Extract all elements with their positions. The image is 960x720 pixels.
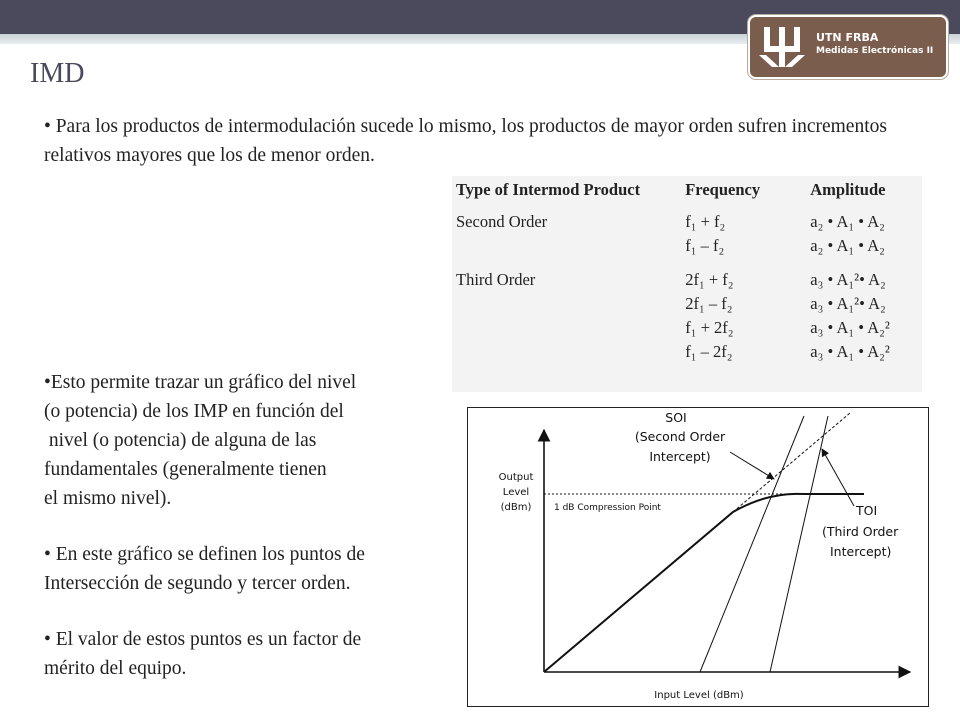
- column-header: Frequency: [685, 180, 761, 199]
- table-cell: f₁ + 2f₂: [685, 318, 734, 337]
- table-row: [452, 340, 922, 364]
- text-line: •Esto permite trazar un gráfico del nivel: [44, 372, 357, 393]
- toi-label: TOI: [856, 503, 878, 518]
- x-axis-label: Input Level (dBm): [654, 690, 744, 701]
- second-order-line: [700, 416, 804, 672]
- text-line: (o potencia) de los IMP en función del: [44, 401, 344, 422]
- table-cell: a₂ • A₁ • A₂: [810, 212, 885, 231]
- table-row: [452, 316, 922, 340]
- soi-label: SOI: [665, 410, 687, 425]
- y-axis-label: Level: [502, 487, 530, 498]
- utn-logo-icon: [756, 21, 808, 73]
- slide-title: IMD: [30, 58, 85, 89]
- toi-label: Intercept): [830, 544, 892, 559]
- explanation-paragraph: [44, 368, 464, 513]
- table-row: [452, 292, 922, 316]
- text-line: fundamentales (generalmente tienen: [44, 459, 327, 480]
- table-cell: f₁ + f₂: [685, 212, 726, 231]
- text-line: mérito del equipo.: [44, 658, 187, 679]
- intercept-diagram: [467, 407, 929, 707]
- table-row: [452, 210, 922, 234]
- table-cell: f₁ – f₂: [685, 236, 725, 255]
- y-axis-label: Output: [498, 472, 534, 483]
- compression-point-label: 1 dB Compression Point: [554, 503, 661, 513]
- intermod-table: [452, 176, 922, 364]
- utn-logo: [748, 15, 948, 79]
- intercept-paragraph: [44, 540, 464, 598]
- table-cell: [452, 292, 681, 316]
- toi-arrow: [822, 449, 854, 506]
- fundamental-curve: [544, 494, 864, 672]
- table-cell: [452, 234, 681, 258]
- table-cell: a₃ • A₁ • A₂²: [810, 318, 890, 337]
- table-cell: a₃ • A₁ • A₂²: [810, 342, 890, 361]
- soi-arrow: [730, 452, 774, 479]
- table-row: [452, 258, 922, 292]
- text-line: • En este gráfico se definen los puntos de: [44, 544, 365, 565]
- table-cell: a₂ • A₁ • A₂: [810, 236, 885, 255]
- table-cell: [452, 316, 681, 340]
- table-cell: [452, 340, 681, 364]
- fundamental-extrapolation: [733, 413, 850, 512]
- logo-subtitle: Medidas Electrónicas II: [816, 46, 934, 56]
- toi-label: (Third Order: [822, 524, 899, 539]
- table-row: [452, 234, 922, 258]
- table-cell: 2f₁ – f₂: [685, 294, 733, 313]
- table-header-row: [452, 176, 922, 210]
- text-line: • El valor de estos puntos es un factor de: [44, 629, 362, 650]
- column-header: Amplitude: [810, 180, 886, 199]
- intercept-diagram-svg: [468, 408, 928, 706]
- text-line: Intersección de segundo y tercer orden.: [44, 573, 351, 594]
- intermod-table-image: [452, 176, 922, 392]
- merit-paragraph: [44, 625, 464, 683]
- table-cell: a₃ • A₁²• A₂: [810, 294, 886, 313]
- y-axis-label: (dBm): [500, 502, 532, 513]
- logo-name: UTN FRBA: [816, 31, 879, 44]
- text-line: el mismo nivel).: [44, 488, 172, 509]
- explanation-text: [44, 368, 464, 683]
- third-order-line: [770, 416, 828, 672]
- text-line: nivel (o potencia) de alguna de las: [44, 430, 317, 451]
- table-cell: Second Order: [456, 212, 548, 231]
- table-cell: a₃ • A₁²• A₂: [810, 270, 886, 289]
- table-cell: f₁ – 2f₂: [685, 342, 733, 361]
- table-cell: 2f₁ + f₂: [685, 270, 734, 289]
- soi-label: Intercept): [649, 449, 711, 464]
- table-cell: Third Order: [456, 270, 536, 289]
- column-header: Type of Intermod Product: [456, 180, 641, 199]
- soi-label: (Second Order: [634, 429, 726, 444]
- intro-bullet: • Para los productos de intermodulación sucede lo mismo, los productos de mayor orden sufren incrementos relativos mayores que los de menor orden.: [44, 116, 887, 166]
